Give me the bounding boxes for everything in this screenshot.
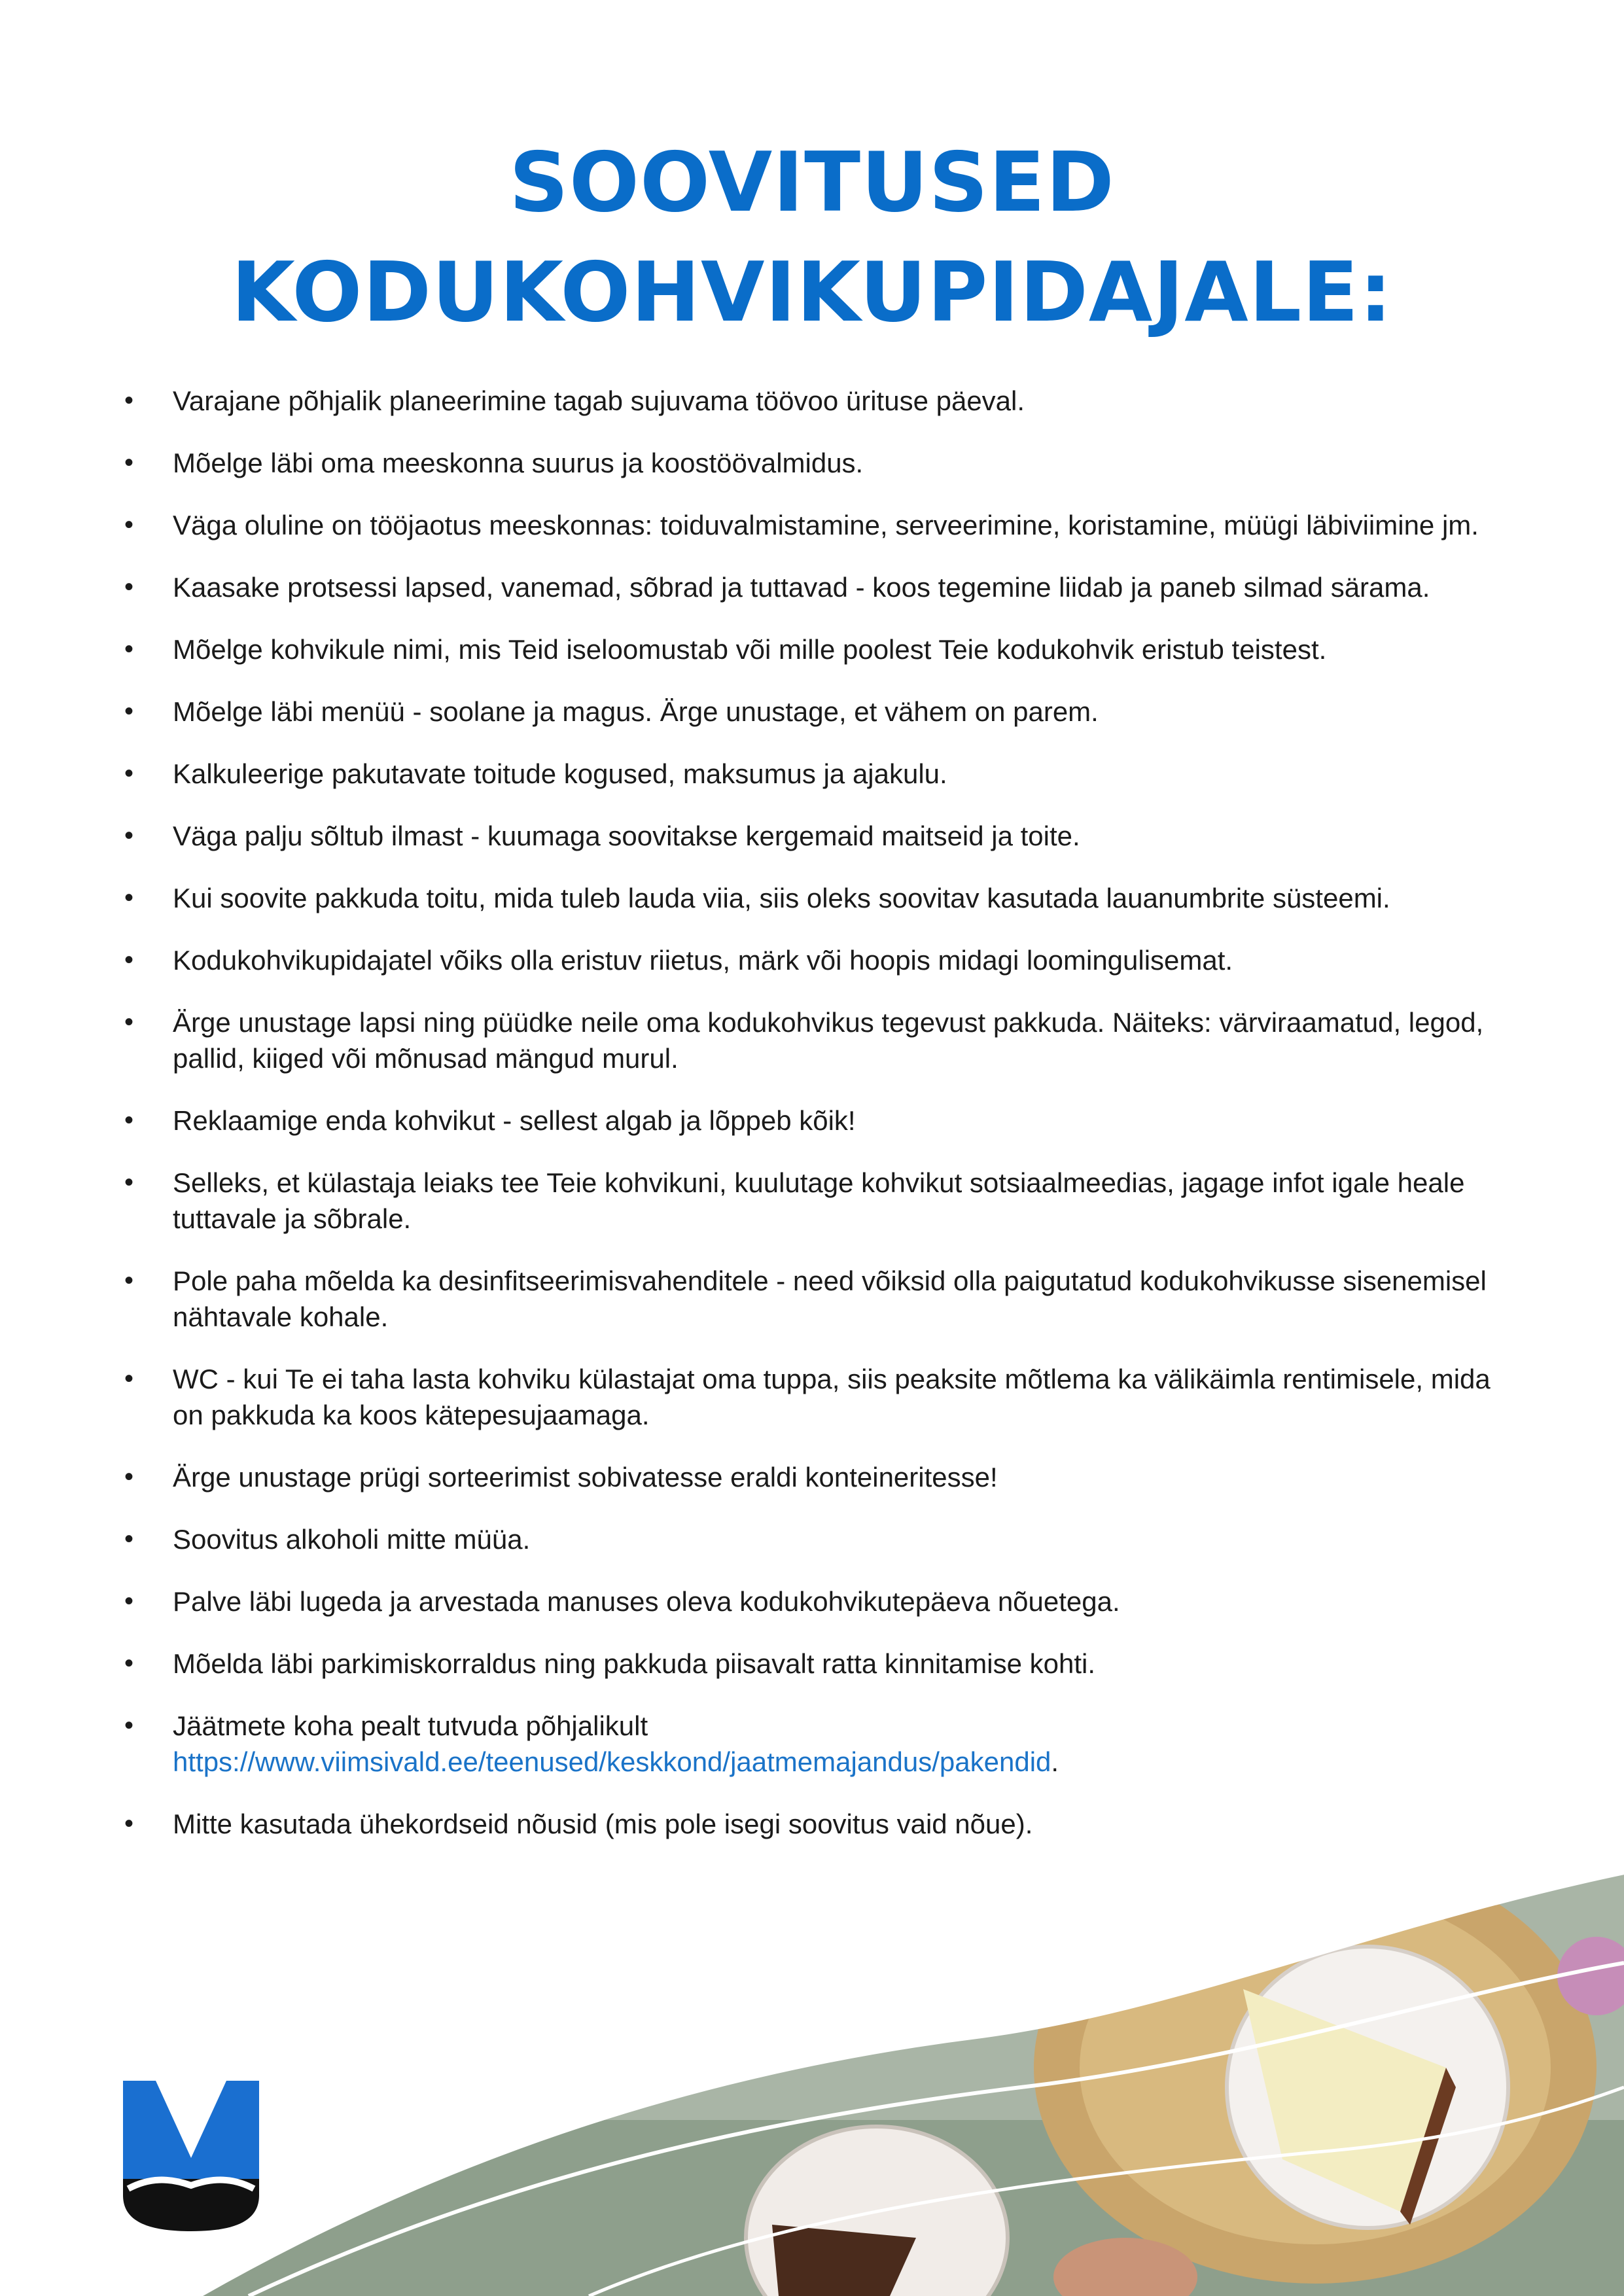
bullet: •	[124, 945, 134, 974]
list-item-text: Mõelge läbi menüü - soolane ja magus. Ärge unustage, et vähem on parem.	[173, 696, 1099, 727]
bullet: •	[124, 1649, 134, 1678]
title-line-2: KODUKOHVIKUPIDAJALE:	[231, 244, 1393, 340]
title-line-1: SOOVITUSED	[509, 134, 1115, 230]
bullet: •	[124, 386, 134, 415]
recommendations-list	[124, 383, 1525, 1868]
bullet: •	[124, 573, 134, 601]
list-item	[124, 631, 1525, 667]
list-item-text: WC - kui Te ei taha lasta kohviku külastajat oma tuppa, siis peaksite mõtlema ka välikäimla rentimisele, mida on pakkuda ka koos kätepesujaamaga.	[173, 1364, 1491, 1430]
bullet: •	[124, 1809, 134, 1838]
bullet: •	[124, 1168, 134, 1197]
bullet: •	[124, 821, 134, 850]
viimsi-logo	[123, 2081, 259, 2231]
list-item-text: Kodukohvikupidajatel võiks olla eristuv riietus, märk või hoopis midagi loomingulisemat.	[173, 945, 1233, 976]
list-item	[124, 1361, 1525, 1433]
list-item	[124, 1646, 1525, 1682]
list-item-text: Mitte kasutada ühekordseid nõusid (mis pole isegi soovitus vaid nõue).	[173, 1809, 1033, 1839]
list-item-text: Mõelge kohvikule nimi, mis Teid iseloomustab või mille poolest Teie kodukohvik eristub teistest.	[173, 634, 1327, 665]
list-item	[124, 880, 1525, 916]
list-item	[124, 1459, 1525, 1495]
list-item-text: Väga oluline on tööjaotus meeskonnas: toiduvalmistamine, serveerimine, koristamine, müügi läbiviimine jm.	[173, 510, 1479, 540]
bullet: •	[124, 1266, 134, 1295]
bullet: •	[124, 883, 134, 912]
list-item	[124, 1583, 1525, 1619]
list-item-text: Selleks, et külastaja leiaks tee Teie kohvikuni, kuulutage kohvikut sotsiaalmeedias, jagage infot igale heale tuttavale ja sõbrale.	[173, 1167, 1465, 1234]
list-item-text: Reklaamige enda kohvikut - sellest algab ja lõppeb kõik!	[173, 1105, 856, 1136]
bullet: •	[124, 1008, 134, 1036]
list-item	[124, 694, 1525, 730]
list-item	[124, 942, 1525, 978]
list-item-text: Väga palju sõltub ilmast - kuumaga soovitakse kergemaid maitseid ja toite.	[173, 821, 1080, 851]
list-item-text: Jäätmete koha pealt tutvuda põhjalikult	[173, 1710, 648, 1741]
list-item	[124, 383, 1525, 419]
list-item-text: Varajane põhjalik planeerimine tagab sujuvama töövoo ürituse päeval.	[173, 385, 1025, 416]
bullet: •	[124, 510, 134, 539]
bullet: •	[124, 759, 134, 788]
list-item-text: Mõelda läbi parkimiskorraldus ning pakkuda piisavalt ratta kinnitamise kohti.	[173, 1648, 1096, 1679]
list-item-text: Ärge unustage lapsi ning püüdke neile oma kodukohvikus tegevust pakkuda. Näiteks: värviraamatud, legod, pallid, kiiged või mõnusad mängud murul.	[173, 1007, 1484, 1074]
list-item	[124, 756, 1525, 792]
list-item-text: Soovitus alkoholi mitte müüa.	[173, 1524, 531, 1555]
list-item	[124, 1263, 1525, 1335]
list-item	[124, 1708, 1525, 1780]
bullet: •	[124, 635, 134, 663]
list-item	[124, 1806, 1525, 1842]
bullet: •	[124, 1525, 134, 1553]
bullet: •	[124, 1364, 134, 1393]
list-item	[124, 1521, 1525, 1557]
list-item	[124, 569, 1525, 605]
link-trailing-period: .	[1051, 1746, 1059, 1777]
list-item-text: Pole paha mõelda ka desinfitseerimisvahenditele - need võiksid olla paigutatud kodukohvikusse sisenemisel nähtavale kohale.	[173, 1265, 1487, 1332]
list-item-text: Kui soovite pakkuda toitu, mida tuleb lauda viia, siis oleks soovitav kasutada lauanumbrite süsteemi.	[173, 883, 1390, 913]
list-item-text: Palve läbi lugeda ja arvestada manuses oleva kodukohvikutepäeva nõuetega.	[173, 1586, 1120, 1617]
bullet: •	[124, 1587, 134, 1616]
page-title	[0, 128, 1624, 347]
waste-management-link[interactable]: https://www.viimsivald.ee/teenused/keskkond/jaatmemajandus/pakendid	[173, 1746, 1051, 1777]
list-item-text: Kaasake protsessi lapsed, vanemad, sõbrad ja tuttavad - koos tegemine liidab ja paneb silmad särama.	[173, 572, 1430, 603]
bullet: •	[124, 697, 134, 726]
bullet: •	[124, 1711, 134, 1740]
list-item	[124, 445, 1525, 481]
list-item	[124, 1165, 1525, 1237]
bullet: •	[124, 1106, 134, 1135]
bullet: •	[124, 448, 134, 477]
list-item	[124, 818, 1525, 854]
list-item	[124, 507, 1525, 543]
list-item	[124, 1103, 1525, 1139]
list-item-text: Mõelge läbi oma meeskonna suurus ja koostöövalmidus.	[173, 448, 864, 478]
bullet: •	[124, 1462, 134, 1491]
list-item	[124, 1004, 1525, 1076]
list-item-text: Ärge unustage prügi sorteerimist sobivatesse eraldi konteineritesse!	[173, 1462, 998, 1492]
list-item-text: Kalkuleerige pakutavate toitude kogused, maksumus ja ajakulu.	[173, 758, 947, 789]
